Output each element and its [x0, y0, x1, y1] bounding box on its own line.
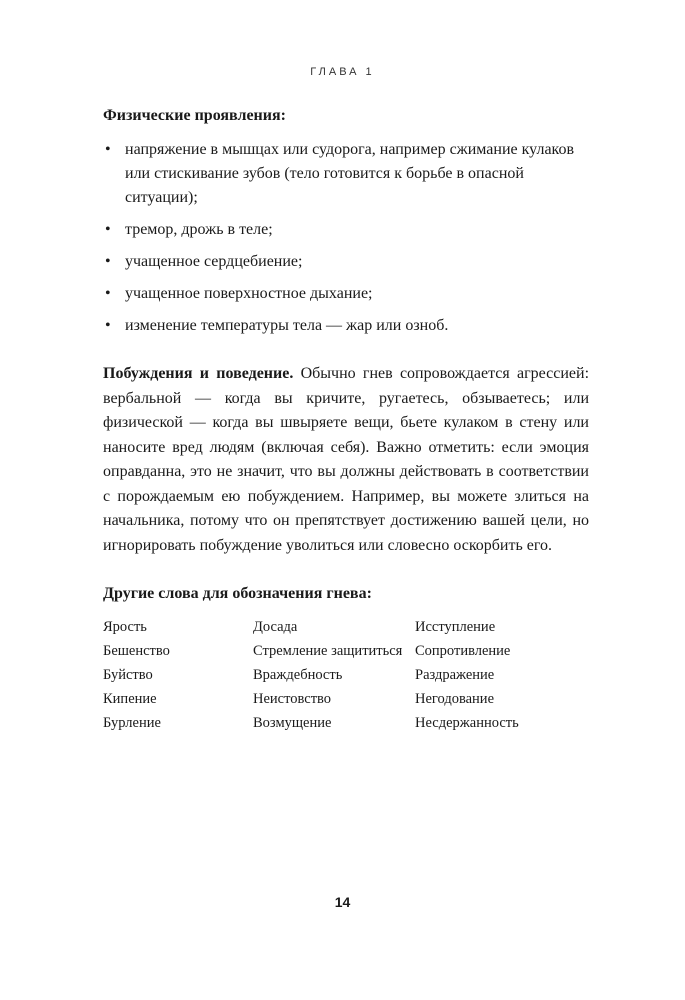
page-content	[103, 104, 589, 738]
urges-text: Обычно гнев сопровождается агрессией: вербальной — когда вы кричите, ругаетесь, обзываетесь; или физической — когда вы швыряете вещи, бьете кулаком в стену или наносите вред людям (включая себя). Важно отметить: если эмоция оправданна, это не значит, что вы должны действовать в соответствии с порождаемым ею побуждением. Например, вы можете злиться на начальника, потому что он препятствует достижению вашей цели, но игнорировать побуждение уволиться или словесно оскорбить его.	[103, 365, 590, 554]
table-cell: Буйство	[103, 667, 153, 683]
list-item: • напряжение в мышцах или судорога, например сжимание кулаков или стискивание зубов (тело готовится к борьбе в опасной ситуации);	[103, 138, 589, 210]
table-cell: Кипение	[103, 691, 157, 707]
bullet-icon: •	[105, 221, 111, 238]
table-row	[103, 690, 589, 714]
bullet-icon: •	[105, 285, 111, 302]
bullet-icon: •	[105, 253, 111, 270]
urges-paragraph	[103, 362, 589, 558]
synonyms-table	[103, 618, 589, 738]
list-item: • изменение температуры тела — жар или озноб.	[103, 314, 589, 338]
table-cell: Стремление защититься	[253, 643, 403, 659]
synonyms-heading: Другие слова для обозначения гнева:	[103, 585, 372, 602]
table-cell: Негодование	[415, 691, 494, 707]
bullet-icon: •	[105, 141, 111, 158]
table-cell: Досада	[253, 619, 298, 635]
bullet-icon: •	[105, 317, 111, 334]
list-item: • тремор, дрожь в теле;	[103, 218, 589, 242]
physical-list	[103, 138, 589, 338]
table-cell: Бешенство	[103, 643, 170, 659]
running-head: ГЛАВА 1	[310, 66, 375, 78]
table-cell: Враждебность	[253, 667, 343, 683]
table-row	[103, 714, 589, 738]
table-cell: Ярость	[103, 619, 147, 635]
list-item: • учащенное поверхностное дыхание;	[103, 282, 589, 306]
table-row	[103, 618, 589, 642]
table-cell: Раздражение	[415, 667, 495, 683]
list-item: • учащенное сердцебиение;	[103, 250, 589, 274]
table-cell: Бурление	[103, 715, 161, 731]
table-cell: Сопротивление	[415, 643, 511, 659]
page-number: 14	[334, 894, 351, 910]
urges-lead: Побуждения и поведение.	[103, 365, 294, 382]
table-cell: Неистовство	[253, 691, 332, 707]
physical-heading: Физические проявления:	[103, 107, 286, 124]
table-cell: Несдержанность	[415, 715, 519, 731]
table-cell: Возмущение	[253, 715, 332, 731]
table-row	[103, 642, 589, 666]
table-row	[103, 666, 589, 690]
table-cell: Исступление	[415, 619, 496, 635]
